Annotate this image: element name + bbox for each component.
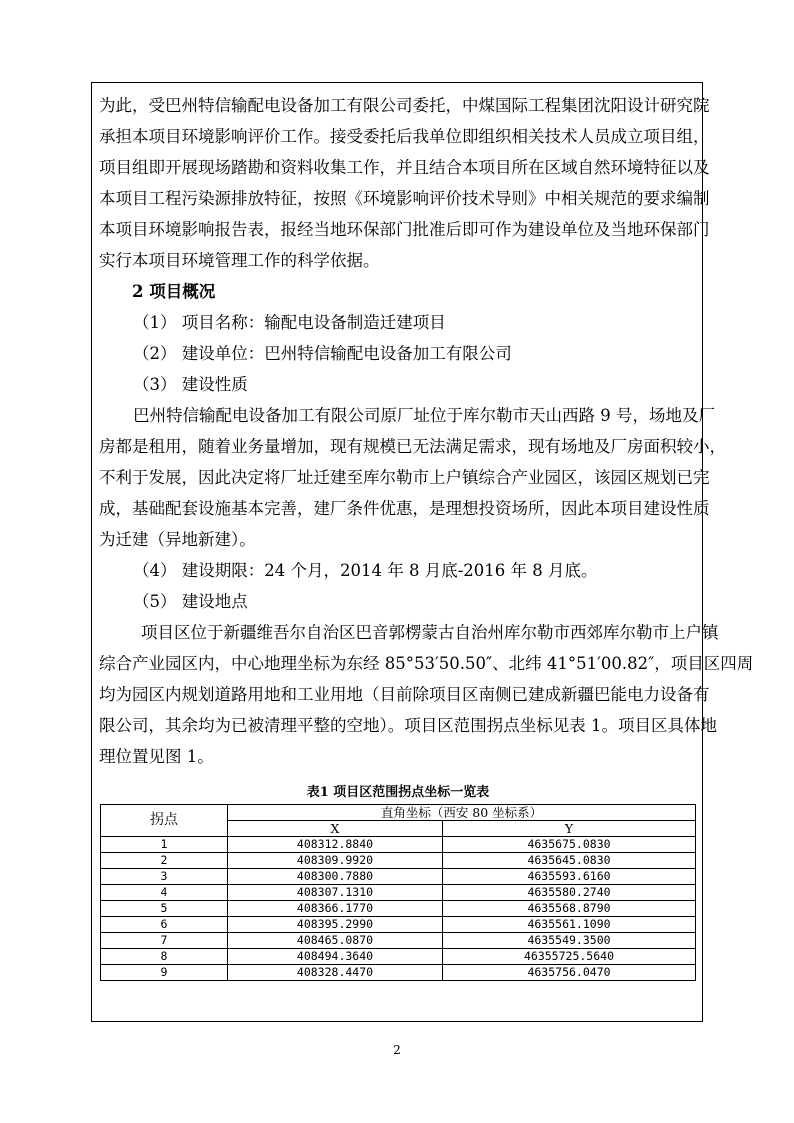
coordinate-group-header: 直角坐标（西安 80 坐标系） — [228, 805, 696, 821]
nature-line-3: 不利于发展，因此决定将厂址迁建至库尔勒市上户镇综合产业园区，该园区规划已完 — [99, 468, 710, 487]
cell-x: 408465.0870 — [228, 933, 443, 949]
nature-line-2: 房都是租用，随着业务量增加，现有规模已无法满足需求，现有场地及厂房面积较小， — [99, 437, 726, 456]
intro-line-3: 项目组即开展现场踏勘和资料收集工作，并且结合本项目所在区域自然环境特征以及 — [99, 158, 710, 177]
cell-point: 4 — [101, 885, 228, 901]
table-row — [101, 837, 696, 853]
cell-y: 4635568.8790 — [443, 901, 696, 917]
table-row — [101, 901, 696, 917]
item-location: （5） 建设地点 — [133, 592, 248, 611]
cell-x: 408366.1770 — [228, 901, 443, 917]
cell-x: 408300.7880 — [228, 869, 443, 885]
intro-line-6: 实行本项目环境管理工作的科学依据。 — [99, 251, 380, 270]
cell-point: 6 — [101, 917, 228, 933]
nature-line-1: 巴州特信输配电设备加工有限公司原厂址位于库尔勒市天山西路 9 号，场地及厂 — [133, 406, 715, 425]
item-builder: （2） 建设单位：巴州特信输配电设备加工有限公司 — [133, 344, 512, 363]
cell-point: 9 — [101, 965, 228, 981]
cell-y: 4635645.0830 — [443, 853, 696, 869]
table-body — [101, 837, 696, 981]
item-period: （4） 建设期限：24 个月，2014 年 8 月底-2016 年 8 月底。 — [133, 561, 598, 580]
location-line-2: 综合产业园区内，中心地理坐标为东经 85°53′50.50″、北纬 41°51′00.82″，项目区四周 — [99, 654, 754, 673]
x-column-header: X — [228, 821, 443, 837]
table-row — [101, 853, 696, 869]
nature-line-4: 成，基础配套设施基本完善，建厂条件优惠，是理想投资场所，因此本项目建设性质 — [99, 499, 710, 518]
cell-y: 4635756.0470 — [443, 965, 696, 981]
cell-y: 4635675.0830 — [443, 837, 696, 853]
table-row — [101, 949, 696, 965]
y-column-header: Y — [443, 821, 696, 837]
nature-line-5: 为迁建（异地新建）。 — [99, 530, 256, 549]
cell-point: 1 — [101, 837, 228, 853]
cell-x: 408312.8840 — [228, 837, 443, 853]
table-row — [101, 965, 696, 981]
item-nature: （3） 建设性质 — [133, 375, 248, 394]
cell-point: 2 — [101, 853, 228, 869]
cell-x: 408307.1310 — [228, 885, 443, 901]
coordinates-table — [100, 804, 696, 981]
cell-y: 4635549.3500 — [443, 933, 696, 949]
table-row — [101, 933, 696, 949]
table-header-row — [101, 805, 696, 821]
intro-line-2: 承担本项目环境影响评价工作。接受委托后我单位即组织相关技术人员成立项目组， — [99, 127, 710, 146]
cell-x: 408395.2990 — [228, 917, 443, 933]
location-line-5: 理位置见图 1。 — [99, 747, 214, 766]
cell-y: 4635580.2740 — [443, 885, 696, 901]
cell-point: 7 — [101, 933, 228, 949]
cell-x: 408309.9920 — [228, 853, 443, 869]
intro-line-5: 本项目环境影响报告表，报经当地环保部门批准后即可作为建设单位及当地环保部门 — [99, 220, 710, 239]
location-line-4: 限公司，其余均为已被清理平整的空地）。项目区范围拐点坐标见表 1。项目区具体地 — [99, 716, 717, 735]
cell-y: 46355725.5640 — [443, 949, 696, 965]
cell-y: 4635561.1090 — [443, 917, 696, 933]
intro-line-1: 为此，受巴州特信输配电设备加工有限公司委托，中煤国际工程集团沈阳设计研究院 — [99, 96, 710, 115]
cell-point: 3 — [101, 869, 228, 885]
table-row — [101, 917, 696, 933]
item-project-name: （1） 项目名称：输配电设备制造迁建项目 — [133, 313, 446, 332]
table-caption: 表1 项目区范围拐点坐标一览表 — [306, 785, 490, 800]
location-line-3: 均为园区内规划道路用地和工业用地（目前除项目区南侧已建成新疆巴能电力设备有 — [99, 685, 710, 704]
cell-x: 408494.3640 — [228, 949, 443, 965]
cell-y: 4635593.6160 — [443, 869, 696, 885]
section-heading: 2 项目概况 — [132, 282, 216, 301]
table-row — [101, 885, 696, 901]
cell-x: 408328.4470 — [228, 965, 443, 981]
point-column-header: 拐点 — [101, 805, 228, 837]
document-frame — [91, 82, 754, 1022]
page-number: 2 — [393, 1043, 401, 1057]
cell-point: 8 — [101, 949, 228, 965]
document-body — [99, 90, 754, 981]
cell-point: 5 — [101, 901, 228, 917]
location-line-1: 项目区位于新疆维吾尔自治区巴音郭楞蒙古自治州库尔勒市西郊库尔勒市上户镇 — [141, 623, 719, 642]
table-row — [101, 869, 696, 885]
intro-line-4: 本项目工程污染源排放特征，按照《环境影响评价技术导则》中相关规范的要求编制 — [99, 189, 710, 208]
